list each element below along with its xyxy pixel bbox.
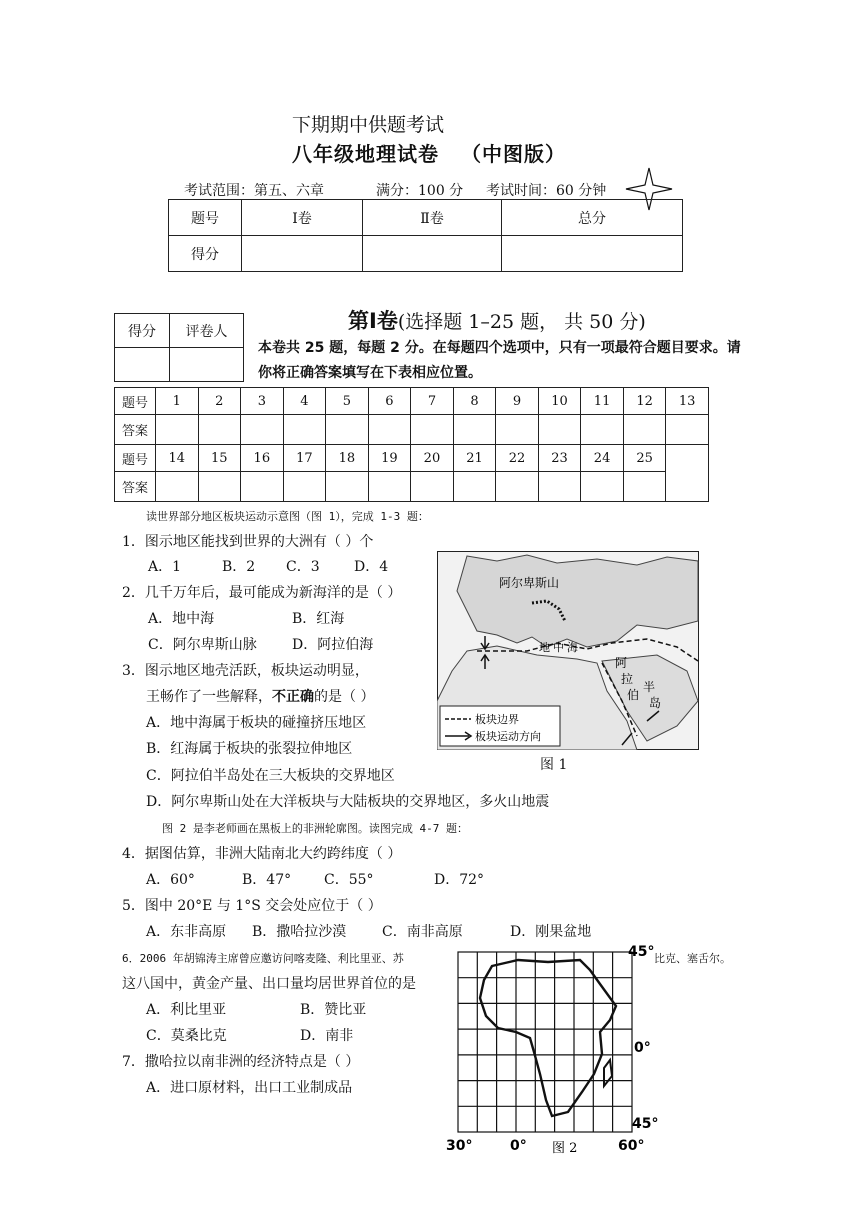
- q5-stem: 5．图中 20°E 与 1°S 交会处应位于（ ）: [122, 898, 382, 914]
- label-med-1: 地: [539, 641, 550, 654]
- q5-option-d[interactable]: D．刚果盆地: [510, 924, 592, 940]
- q4-option-d[interactable]: D．72°: [434, 872, 485, 888]
- ans-cell[interactable]: [326, 472, 369, 502]
- answer-table: [114, 387, 709, 502]
- instr-line1: 本卷共 25 题，每题 2 分。在每题四个选项中，只有一项最符合题目要求。请: [258, 340, 741, 356]
- score-header-part2: Ⅱ卷: [363, 200, 502, 236]
- legend-motion-label: 板块运动方向: [475, 730, 541, 743]
- lat-label-top: 45°: [628, 944, 655, 960]
- ans-qnum: 12: [623, 388, 666, 415]
- q7-option-a[interactable]: A．进口原材料，出口工业制成品: [146, 1080, 353, 1096]
- instr-line2: 你将正确答案填写在下表相应位置。: [258, 365, 482, 381]
- ans-cell[interactable]: [156, 415, 199, 445]
- q3-stem-part-a: 王畅作了一些解释，: [146, 689, 272, 705]
- q3-stem-line2: [146, 686, 374, 706]
- q2-option-c[interactable]: C．阿尔卑斯山脉: [148, 637, 257, 653]
- q3-stem-part-c: 的是（ ）: [314, 689, 375, 705]
- ans-qnum: 11: [581, 388, 624, 415]
- madagascar-outline: [604, 1060, 612, 1086]
- ans-qnum: 7: [411, 388, 454, 415]
- ans-qnum: 4: [283, 388, 326, 415]
- q1-option-d[interactable]: D．4: [354, 559, 389, 575]
- ans-cell[interactable]: [326, 415, 369, 445]
- ans-cell[interactable]: [241, 472, 284, 502]
- ans-qnum: 19: [368, 445, 411, 472]
- q4-option-c[interactable]: C．55°: [324, 872, 374, 888]
- label-alps: 阿尔卑斯山: [499, 576, 560, 590]
- lat-label-bottom: 45°: [632, 1116, 659, 1132]
- q3-option-c[interactable]: C．阿拉伯半岛处在三大板块的交界地区: [146, 768, 395, 784]
- ans-answer-label: 答案: [115, 472, 156, 502]
- q1-option-a[interactable]: A．1: [148, 559, 182, 575]
- ans-qnum: 22: [496, 445, 539, 472]
- ans-qnum: 6: [368, 388, 411, 415]
- ans-qnum: 8: [453, 388, 496, 415]
- ans-qnum: 14: [156, 445, 199, 472]
- q1-option-b[interactable]: B．2: [222, 559, 256, 575]
- grader-name-label: 评卷人: [170, 314, 244, 348]
- q3-option-b[interactable]: B．红海属于板块的张裂拉伸地区: [146, 741, 353, 757]
- ans-qnum: 23: [538, 445, 581, 472]
- score-table: [168, 199, 683, 272]
- ans-cell[interactable]: [623, 472, 666, 502]
- q6-stem-line2: 这八国中，黄金产量、出口量均居世界首位的是: [122, 976, 416, 992]
- q3-option-d[interactable]: D．阿尔卑斯山处在大洋板块与大陆板块的交界地区，多火山地震: [146, 794, 550, 810]
- ans-cell[interactable]: [581, 472, 624, 502]
- ans-qnum: 9: [496, 388, 539, 415]
- figure1-plate-map: [437, 551, 699, 750]
- figure2-africa-grid: [440, 936, 670, 1156]
- grader-name-cell[interactable]: [170, 348, 244, 382]
- q5-option-c[interactable]: C．南非高原: [382, 924, 463, 940]
- q6-option-b[interactable]: B．赞比亚: [300, 1002, 367, 1018]
- q6-option-a[interactable]: A．利比里亚: [146, 1002, 227, 1018]
- q3-option-a[interactable]: A．地中海属于板块的碰撞挤压地区: [146, 715, 367, 731]
- ans-qnum: 24: [581, 445, 624, 472]
- ans-qnum: 16: [241, 445, 284, 472]
- ans-cell[interactable]: [283, 472, 326, 502]
- label-arabia-5: 岛: [649, 696, 662, 710]
- label-arabia-4: 半: [643, 680, 656, 694]
- exam-scope: 考试范围：第五、六章: [184, 183, 324, 199]
- q5-option-a[interactable]: A．东非高原: [146, 924, 227, 940]
- q1-stem: 1．图示地区能找到世界的大洲有（ ）个: [122, 534, 374, 550]
- intro-fig2: 图 2 是李老师画在黑板上的非洲轮廓图。读图完成 4-7 题：: [162, 822, 468, 835]
- score-row-label: 得分: [169, 236, 242, 272]
- ans-qnum: 18: [326, 445, 369, 472]
- label-arabia-1: 阿: [615, 656, 628, 670]
- q3-stem-line1: 3．图示地区地壳活跃，板块运动明显，: [122, 663, 369, 679]
- q6-option-c[interactable]: C．莫桑比克: [146, 1028, 227, 1044]
- ans-answer-label: 答案: [115, 415, 156, 445]
- label-med-2: 中: [553, 641, 564, 654]
- ans-qnum: 25: [623, 445, 666, 472]
- q1-option-c[interactable]: C．3: [286, 559, 320, 575]
- q2-stem: 2．几千万年后，最可能成为新海洋的是（ ）: [122, 585, 402, 601]
- q2-option-b[interactable]: B．红海: [292, 611, 345, 627]
- ans-cell[interactable]: [623, 415, 666, 445]
- grader-score-label: 得分: [115, 314, 170, 348]
- full-score: 满分：100 分: [376, 183, 464, 199]
- ans-cell[interactable]: [198, 415, 241, 445]
- grader-table: [114, 313, 244, 382]
- ans-cell[interactable]: [581, 415, 624, 445]
- ans-cell[interactable]: [538, 415, 581, 445]
- ans-cell[interactable]: [453, 472, 496, 502]
- ans-qnum: 10: [538, 388, 581, 415]
- lon-label-mid: 0°: [510, 1138, 527, 1154]
- q3-stem-emphasis: 不正确: [272, 689, 314, 705]
- ans-qnum: 17: [283, 445, 326, 472]
- label-arabia-2: 拉: [621, 672, 634, 686]
- label-arabia-3: 伯: [627, 688, 640, 702]
- africa-outline: [480, 960, 616, 1116]
- lon-label-left: 30°: [446, 1138, 473, 1154]
- q2-option-a[interactable]: A．地中海: [148, 611, 215, 627]
- q4-option-b[interactable]: B．47°: [242, 872, 292, 888]
- section-title: [348, 305, 646, 335]
- section-title-rest: (选择题 1–25 题， 共 50 分): [397, 311, 646, 333]
- lat-label-mid: 0°: [634, 1040, 651, 1056]
- ans-cell[interactable]: [241, 415, 284, 445]
- section-title-main: 第Ⅰ卷: [348, 309, 398, 333]
- figure1-caption: 图 1: [540, 757, 568, 773]
- figure2-caption: 图 2: [552, 1141, 578, 1156]
- q2-option-d[interactable]: D．阿拉伯海: [292, 637, 374, 653]
- q7-stem: 7．撒哈拉以南非洲的经济特点是（ ）: [122, 1054, 360, 1070]
- score-header-qnum: 题号: [169, 200, 242, 236]
- ans-cell[interactable]: [453, 415, 496, 445]
- q5-option-b[interactable]: B．撒哈拉沙漠: [252, 924, 347, 940]
- exam-time: 考试时间：60 分钟: [486, 183, 607, 199]
- ans-cell[interactable]: [156, 472, 199, 502]
- score-cell[interactable]: [363, 236, 502, 272]
- exam-title-line1: 下期期中供题考试: [292, 114, 445, 136]
- q4-option-a[interactable]: A．60°: [146, 872, 195, 888]
- q6-stem-line1-right: 比克、塞舌尔。: [654, 952, 731, 965]
- ans-cell[interactable]: [198, 472, 241, 502]
- ans-cell[interactable]: [411, 472, 454, 502]
- ans-cell[interactable]: [283, 415, 326, 445]
- score-header-part1: Ⅰ卷: [242, 200, 363, 236]
- q6-option-d[interactable]: D．南非: [300, 1028, 354, 1044]
- ans-qnum: 13: [666, 388, 709, 415]
- ans-empty-cell: [666, 445, 709, 502]
- ans-qnum: 5: [326, 388, 369, 415]
- q6-stem-line1-left: 6．2006 年胡锦涛主席曾应邀访问喀麦隆、利比里亚、苏: [122, 952, 404, 965]
- ans-qnum: 3: [241, 388, 284, 415]
- label-med-3: 海: [567, 641, 578, 654]
- ans-cell[interactable]: [496, 415, 539, 445]
- ans-cell[interactable]: [411, 415, 454, 445]
- score-cell[interactable]: [242, 236, 363, 272]
- exam-title-line2: [292, 138, 566, 167]
- ans-qnum: 2: [198, 388, 241, 415]
- ans-cell[interactable]: [496, 472, 539, 502]
- ans-qnum-label: 题号: [115, 445, 156, 472]
- ans-qnum: 20: [411, 445, 454, 472]
- section-instructions: [258, 336, 788, 386]
- ans-qnum: 21: [453, 445, 496, 472]
- grader-score-cell[interactable]: [115, 348, 170, 382]
- ans-qnum: 15: [198, 445, 241, 472]
- ans-cell[interactable]: [368, 472, 411, 502]
- legend-boundary-label: 板块边界: [475, 713, 519, 726]
- ans-cell[interactable]: [666, 415, 709, 445]
- ans-cell[interactable]: [368, 415, 411, 445]
- exam-subject: 八年级地理试卷: [292, 142, 439, 166]
- q4-stem: 4．据图估算，非洲大陆南北大约跨纬度（ ）: [122, 846, 402, 862]
- score-header-total: 总分: [502, 200, 683, 236]
- exam-version: （中图版）: [461, 142, 566, 166]
- lon-label-right: 60°: [618, 1138, 645, 1154]
- intro-fig1: 读世界部分地区板块运动示意图（图 1），完成 1-3 题：: [146, 510, 429, 523]
- ans-cell[interactable]: [538, 472, 581, 502]
- score-cell[interactable]: [502, 236, 683, 272]
- ans-qnum: 1: [156, 388, 199, 415]
- ans-qnum-label: 题号: [115, 388, 156, 415]
